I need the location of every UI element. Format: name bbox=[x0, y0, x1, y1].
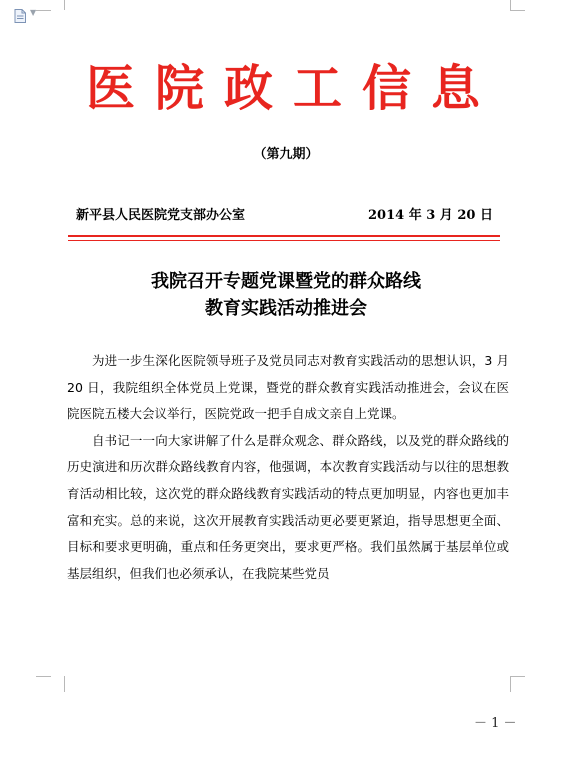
chevron-down-icon[interactable]: ▼ bbox=[30, 8, 37, 17]
headline-line-2: 教育实践活动推进会 bbox=[205, 298, 367, 319]
body-paragraph: 为进一步生深化医院领导班子及党员同志对教育实践活动的思想认识，3 月 20 日，我院组织全体党员上党课，暨党的群众教育实践活动推进会，会议在医院医院五楼大会议举行，医院党政一把手自成文亲自上党课。 bbox=[67, 353, 509, 422]
crop-mark bbox=[510, 676, 525, 692]
headline-line-1: 我院召开专题党课暨党的群众路线 bbox=[151, 271, 421, 292]
crop-mark bbox=[510, 0, 525, 10]
article-body bbox=[67, 348, 509, 587]
masthead-title: 医院政工信息 bbox=[85, 59, 500, 117]
document-icon[interactable] bbox=[14, 8, 26, 22]
page-number: － 1 － bbox=[474, 716, 517, 731]
issue-number: （第九期） bbox=[253, 147, 319, 162]
header-divider-thin bbox=[68, 240, 500, 241]
crop-mark bbox=[36, 676, 51, 677]
crop-mark bbox=[50, 0, 65, 10]
issuer-name: 新平县人民医院党支部办公室 bbox=[76, 208, 246, 223]
crop-mark bbox=[510, 10, 525, 11]
crop-mark bbox=[36, 10, 51, 11]
header-divider-thick bbox=[68, 235, 500, 237]
issue-date: 2014 年 3 月 20 日 bbox=[368, 208, 493, 223]
crop-mark bbox=[50, 676, 65, 692]
article-headline bbox=[0, 268, 572, 322]
crop-mark bbox=[510, 676, 525, 677]
body-paragraph: 自书记一一向大家讲解了什么是群众观念、群众路线，以及党的群众路线的历史演进和历次群众路线教育内容，他强调，本次教育实践活动与以往的思想教育活动相比较，这次党的群众路线教育实践活动的特点更加明显，内容也更加丰富和充实。总的来说，这次开展教育实践活动更必要更紧迫，指导思想更全面、目标和要求更明确，重点和任务更突出，要求更严格。我们虽然属于基层单位或基层组织，但我们也必须承认，在我院某些党员 bbox=[67, 432, 509, 581]
